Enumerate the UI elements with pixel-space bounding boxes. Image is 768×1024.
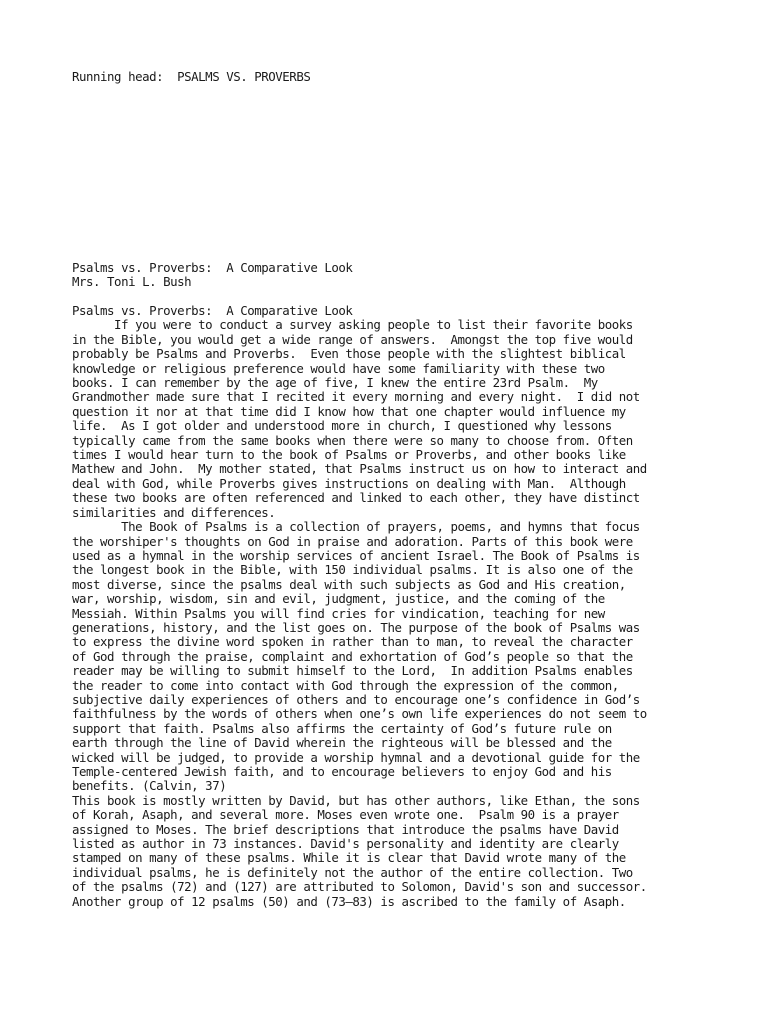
body-text-line: subjective daily experiences of others and to encourage one’s confidence in God’s <box>72 691 640 707</box>
body-text-line: deal with God, while Proverbs gives instructions on dealing with Man. Although <box>72 475 626 491</box>
running-head: Running head: PSALMS VS. PROVERBS <box>72 69 311 84</box>
body-text-line: earth through the line of David wherein the righteous will be blessed and the <box>72 735 612 751</box>
body-text-line: to express the divine word spoken in rather than to man, to reveal the character <box>72 634 633 650</box>
body-text-line: probably be Psalms and Proverbs. Even those people with the slightest biblical <box>72 346 626 362</box>
body-text-line: typically came from the same books when there were so many to choose from. Often <box>72 432 633 448</box>
body-text-line: of Korah, Asaph, and several more. Moses even wrote one. Psalm 90 is a prayer <box>72 807 619 823</box>
body-text-line: in the Bible, you would get a wide range of answers. Amongst the top five would <box>72 331 633 347</box>
body-text-line: books. I can remember by the age of five, I knew the entire 23rd Psalm. My <box>72 375 598 391</box>
body-text-line: life. As I got older and understood more in church, I questioned why lessons <box>72 418 612 434</box>
body-text-line: the worshiper's thoughts on God in praise and adoration. Parts of this book were <box>72 533 633 549</box>
body-text-line: these two books are often referenced and linked to each other, they have distinct <box>72 490 640 506</box>
body-text-line: times I would hear turn to the book of Psalms or Proverbs, and other books like <box>72 447 626 463</box>
body-text-line: question it nor at that time did I know how that one chapter would influence my <box>72 403 626 419</box>
body-text-line: the longest book in the Bible, with 150 individual psalms. It is also one of the <box>72 562 633 578</box>
document-body <box>72 304 647 909</box>
body-text-line: of the psalms (72) and (127) are attributed to Solomon, David's son and successor. <box>72 879 647 895</box>
body-text-line: used as a hymnal in the worship services of ancient Israel. The Book of Psalms is <box>72 547 640 563</box>
body-text-line: assigned to Moses. The brief descriptions that introduce the psalms have David <box>72 821 619 837</box>
body-text-line: benefits. (Calvin, 37) <box>72 778 227 794</box>
body-text-line: most diverse, since the psalms deal with such subjects as God and His creation, <box>72 576 626 592</box>
document-page <box>72 0 712 1024</box>
body-heading: Psalms vs. Proverbs: A Comparative Look <box>72 303 353 318</box>
body-text-line: the reader to come into contact with God through the expression of the common, <box>72 677 619 693</box>
body-text-line: If you were to conduct a survey asking people to list their favorite books <box>72 317 633 333</box>
body-text-line: The Book of Psalms is a collection of prayers, poems, and hymns that focus <box>72 519 640 535</box>
body-text-line: Grandmother made sure that I recited it every morning and every night. I did not <box>72 389 640 405</box>
body-text-line: similarities and differences. <box>72 504 276 520</box>
body-text-line: of God through the praise, complaint and exhortation of God’s people so that the <box>72 648 633 664</box>
body-text-line: Messiah. Within Psalms you will find cries for vindication, teaching for new <box>72 605 605 621</box>
document-author: Mrs. Toni L. Bush <box>72 274 192 290</box>
body-text-line: reader may be willing to submit himself to the Lord, In addition Psalms enables <box>72 663 633 679</box>
body-text-line: knowledge or religious preference would have some familiarity with these two <box>72 360 605 376</box>
body-text-line: Mathew and John. My mother stated, that Psalms instruct us on how to interact and <box>72 461 647 477</box>
body-text-line: war, worship, wisdom, sin and evil, judgment, justice, and the coming of the <box>72 591 605 607</box>
body-text-line: generations, history, and the list goes on. The purpose of the book of Psalms was <box>72 619 640 635</box>
title-block <box>72 261 352 290</box>
body-text-line: This book is mostly written by David, but has other authors, like Ethan, the sons <box>72 792 640 808</box>
body-text-line: faithfulness by the words of others when one’s own life experiences do not seem to <box>72 706 647 722</box>
body-text-line: Another group of 12 psalms (50) and (73–83) is ascribed to the family of Asaph. <box>72 893 626 909</box>
body-text-line: listed as author in 73 instances. David's personality and identity are clearly <box>72 836 619 852</box>
body-text-line: individual psalms, he is definitely not the author of the entire collection. Two <box>72 864 633 880</box>
body-text-line: wicked will be judged, to provide a worship hymnal and a devotional guide for the <box>72 749 640 765</box>
document-title: Psalms vs. Proverbs: A Comparative Look <box>72 260 353 275</box>
body-text-line: support that faith. Psalms also affirms the certainty of God’s future rule on <box>72 720 612 736</box>
body-text-line: stamped on many of these psalms. While it is clear that David wrote many of the <box>72 850 626 866</box>
body-text-line: Temple-centered Jewish faith, and to encourage believers to enjoy God and his <box>72 764 612 779</box>
